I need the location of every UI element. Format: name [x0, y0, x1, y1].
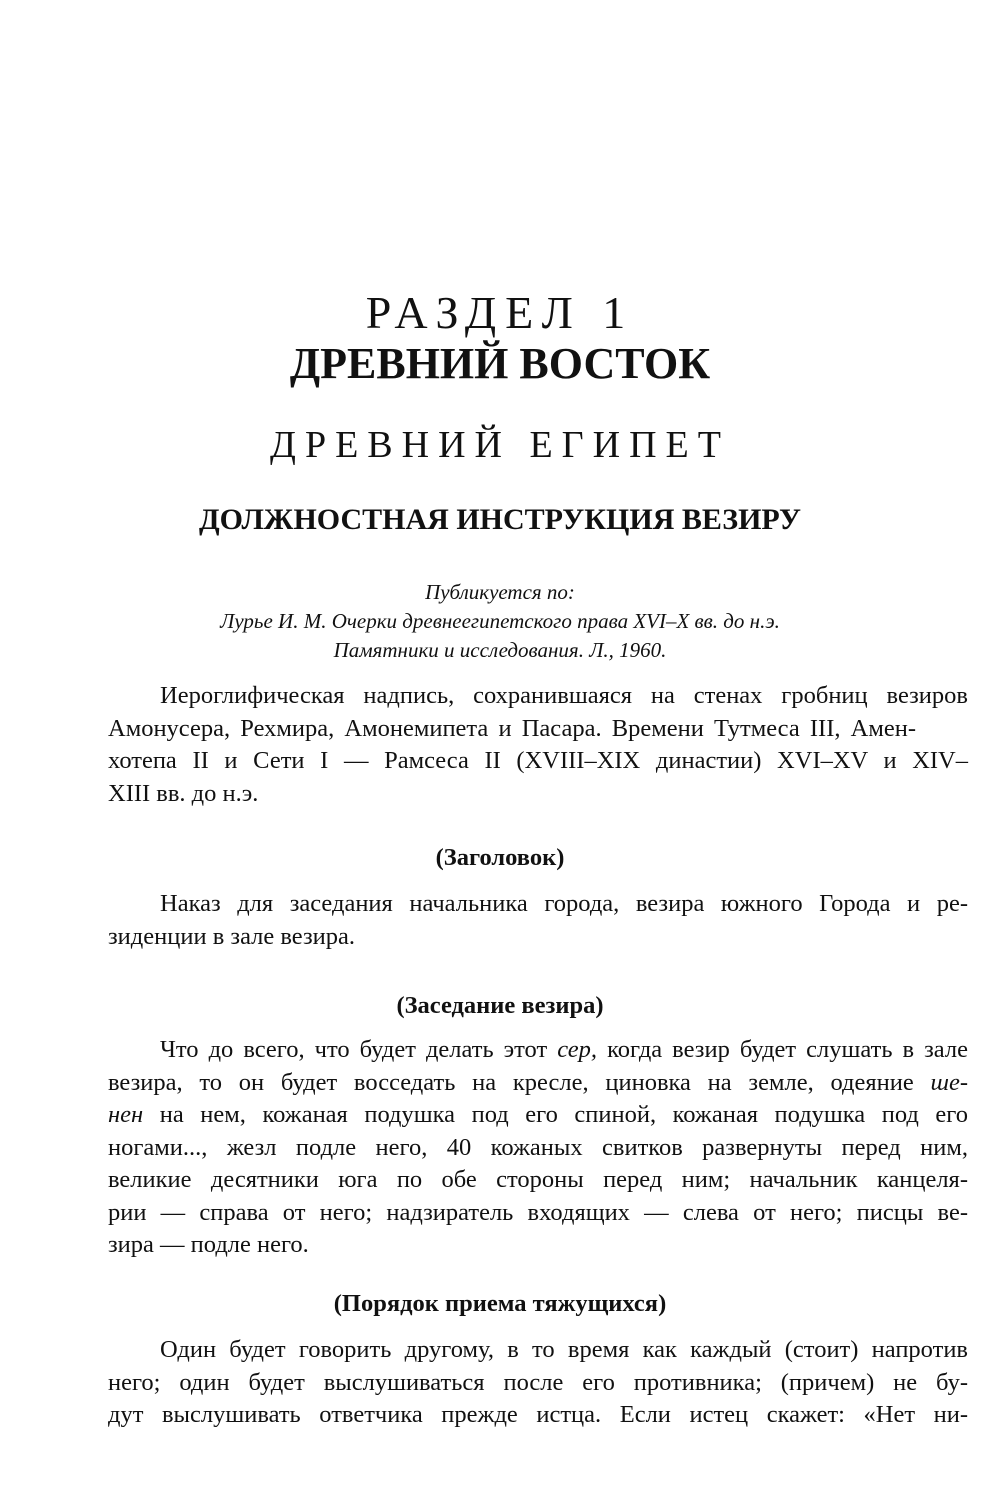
text-line [108, 1067, 968, 1100]
text-line [160, 1034, 968, 1067]
text-line [108, 713, 916, 746]
text-line: хотепа II и Сети I — Рамсеса II (XVIII–XIX династии) XVI–XV и XIV– [108, 747, 968, 774]
source-line: Лурье И. М. Очерки древнеегипетского права XVI–X вв. до н.э. [220, 609, 780, 633]
paragraph-order [108, 888, 968, 953]
text-run-italic: нен [108, 1101, 144, 1128]
source-citation [0, 578, 1000, 665]
text-line: него; один будет выслушиваться после его противника; (причем) не бу- [108, 1368, 968, 1396]
text-run: когда везир будет слушать в зале [597, 1036, 968, 1063]
text-line: зиденции в зале везира. [108, 922, 356, 950]
text-line: Один будет говорить другому, в то время как каждый (стоит) напротив [160, 1336, 968, 1363]
subheading-title: (Заголовок) [435, 844, 565, 871]
source-line: Памятники и исследования. Л., 1960. [333, 638, 667, 662]
text-run: на нем, кожаная подушка под его спиной, кожаная подушка под его [143, 1101, 968, 1128]
paragraph-session [108, 1034, 968, 1262]
subheading-session: (Заседание везира) [396, 992, 604, 1019]
text-line: ногами..., жезл подле него, 40 кожаных свитков развернуты перед ним, [108, 1133, 968, 1161]
text-run: везира, то он будет восседать на кресле, циновка на земле, одеяние [108, 1068, 931, 1096]
text-line [108, 1099, 968, 1132]
document-title: ДОЛЖНОСТНАЯ ИНСТРУКЦИЯ ВЕЗИРУ [198, 503, 802, 536]
text-line: великие десятники юга по обе стороны перед ним; начальник канцеля- [108, 1166, 968, 1193]
text-run-italic: ше- [930, 1068, 968, 1096]
text-line-content: Амонусера, Рехмира, Амонемипета и Пасара. Времени Тутмеса III, Амен- [108, 714, 916, 742]
text-line: рии — справа от него; надзиратель входящих — слева от него; писцы ве- [108, 1198, 968, 1226]
text-run-italic: сер, [557, 1036, 598, 1063]
text-line: Наказ для заседания начальника города, везира южного Города и ре- [160, 890, 968, 917]
section-label: РАЗДЕЛ 1 [365, 287, 635, 338]
text-line: дут выслушивать ответчика прежде истца. Если истец скажет: «Нет ни- [108, 1401, 968, 1428]
source-line: Публикуется по: [425, 580, 575, 604]
intro-paragraph [108, 680, 968, 810]
country-heading: ДРЕВНИЙ ЕГИПЕТ [270, 424, 730, 466]
text-line: Иероглифическая надпись, сохранившаяся на стенах гробниц везиров [160, 682, 968, 709]
text-run: Что до всего, что будет делать этот [160, 1036, 558, 1063]
text-line: XIII вв. до н.э. [108, 779, 259, 807]
text-line: зира — подле него. [108, 1231, 309, 1258]
subheading-reception: (Порядок приема тяжущихся) [333, 1290, 667, 1317]
paragraph-reception [108, 1334, 968, 1432]
section-title: ДРЕВНИЙ ВОСТОК [289, 339, 711, 388]
